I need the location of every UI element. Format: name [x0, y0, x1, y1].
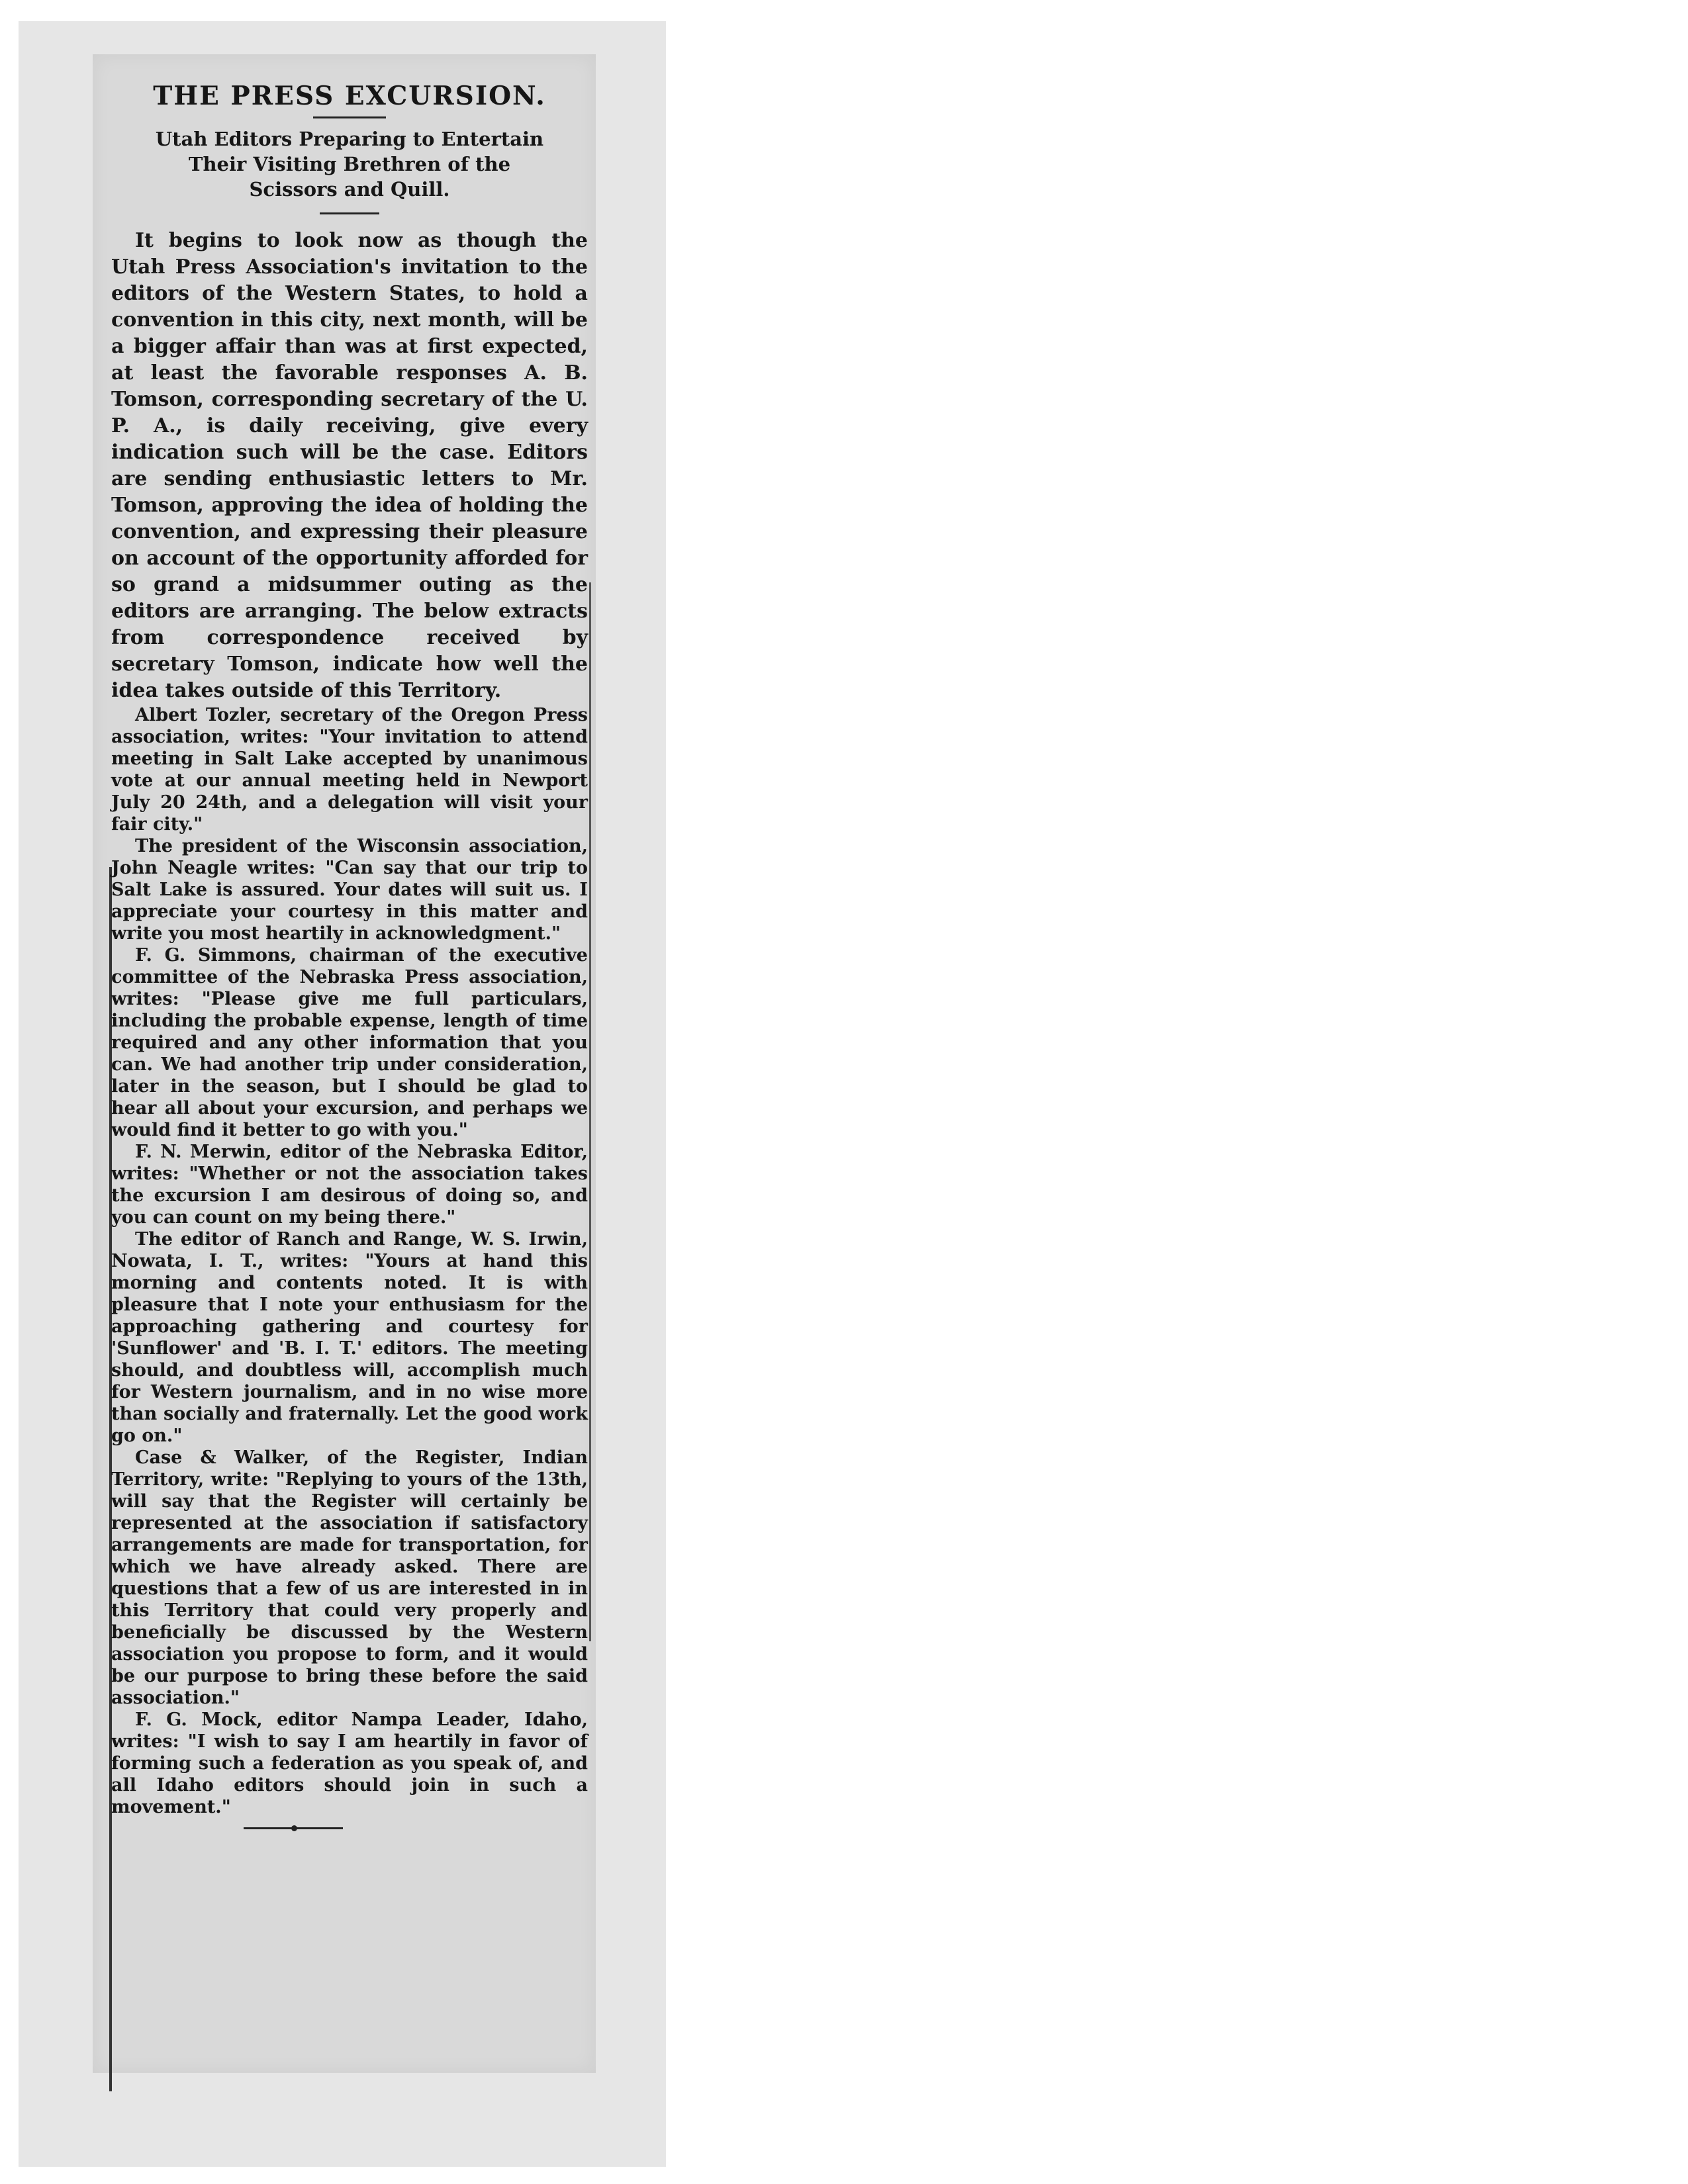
article-headline: THE PRESS EXCURSION. [153, 81, 546, 111]
article-end-rule [244, 1827, 343, 1829]
column-rule-right [589, 582, 591, 1641]
article-paragraph: The president of the Wisconsin association, John Neagle writes: "Can say that our trip to Salt Lake is assured. Your dates will suit us. I appreciate your courtesy in this matter and write you most heartily in acknowledgment." [111, 836, 588, 944]
article-paragraph: It begins to look now as though the Utah Press Association's invitation to the editors of the Western States, to hold a convention in this city, next month, will be a bigger affair than was at first expected, at least the favorable responses A. B. Tomson, corresponding secretary of the U. P. A., is daily receiving, give every indication such will be the case. Editors are sending enthusiastic letters to Mr. Tomson, approving the idea of holding the convention, and expressing their pleasure on account of the opportunity afforded for so grand a midsummer outing as the editors are arranging. The below extracts from correspondence received by secretary Tomson, indicate how well the idea takes outside of this Territory. [111, 229, 588, 702]
article-paragraph: The editor of Ranch and Range, W. S. Irwin, Nowata, I. T., writes: "Yours at hand this morning and contents noted. It is with pleasure that I note your enthusiasm for the approaching gathering and courtesy for 'Sunflower' and 'B. I. T.' editors. The meeting should, and doubtless will, accomplish much for Western journalism, and in no wise more than socially and fraternally. Let the good work go on." [111, 1229, 588, 1446]
subheadline-divider [320, 212, 379, 214]
headline-divider [313, 116, 386, 118]
article-subheadline: Utah Editors Preparing to Entertain Their Visiting Brethren of the Scissors and Quill. [155, 128, 544, 201]
article-paragraph: F. N. Merwin, editor of the Nebraska Editor, writes: "Whether or not the association takes the excursion I am desirous of doing so, and you can count on my being there." [111, 1142, 588, 1228]
article-paragraph: F. G. Mock, editor Nampa Leader, Idaho, writes: "I wish to say I am heartily in favor of forming such a federation as you speak of, and all Idaho editors should join in such a movement." [111, 1709, 588, 1817]
article-paragraph: Case & Walker, of the Register, Indian Territory, write: "Replying to yours of the 13th, will say that the Register will certainly be represented at the association if satisfactory arrangements are made for transportation, for which we have already asked. There are questions that a few of us are interested in in this Territory that could very properly and beneficially be discussed by the Western association you propose to form, and it would be our purpose to bring these before the said association." [111, 1447, 588, 1708]
article [111, 73, 588, 1829]
article-paragraph: Albert Tozler, secretary of the Oregon Press association, writes: "Your invitation to attend meeting in Salt Lake accepted by unanimous vote at our annual meeting held in Newport July 20 24th, and a delegation will visit your fair city." [111, 705, 588, 835]
article-paragraph: F. G. Simmons, chairman of the executive committee of the Nebraska Press association, writes: "Please give me full particulars, including the probable expense, length of time required and any other information that you can. We had another trip under consideration, later in the season, but I should be glad to hear all about your excursion, and perhaps we would find it better to go with you." [111, 945, 588, 1140]
